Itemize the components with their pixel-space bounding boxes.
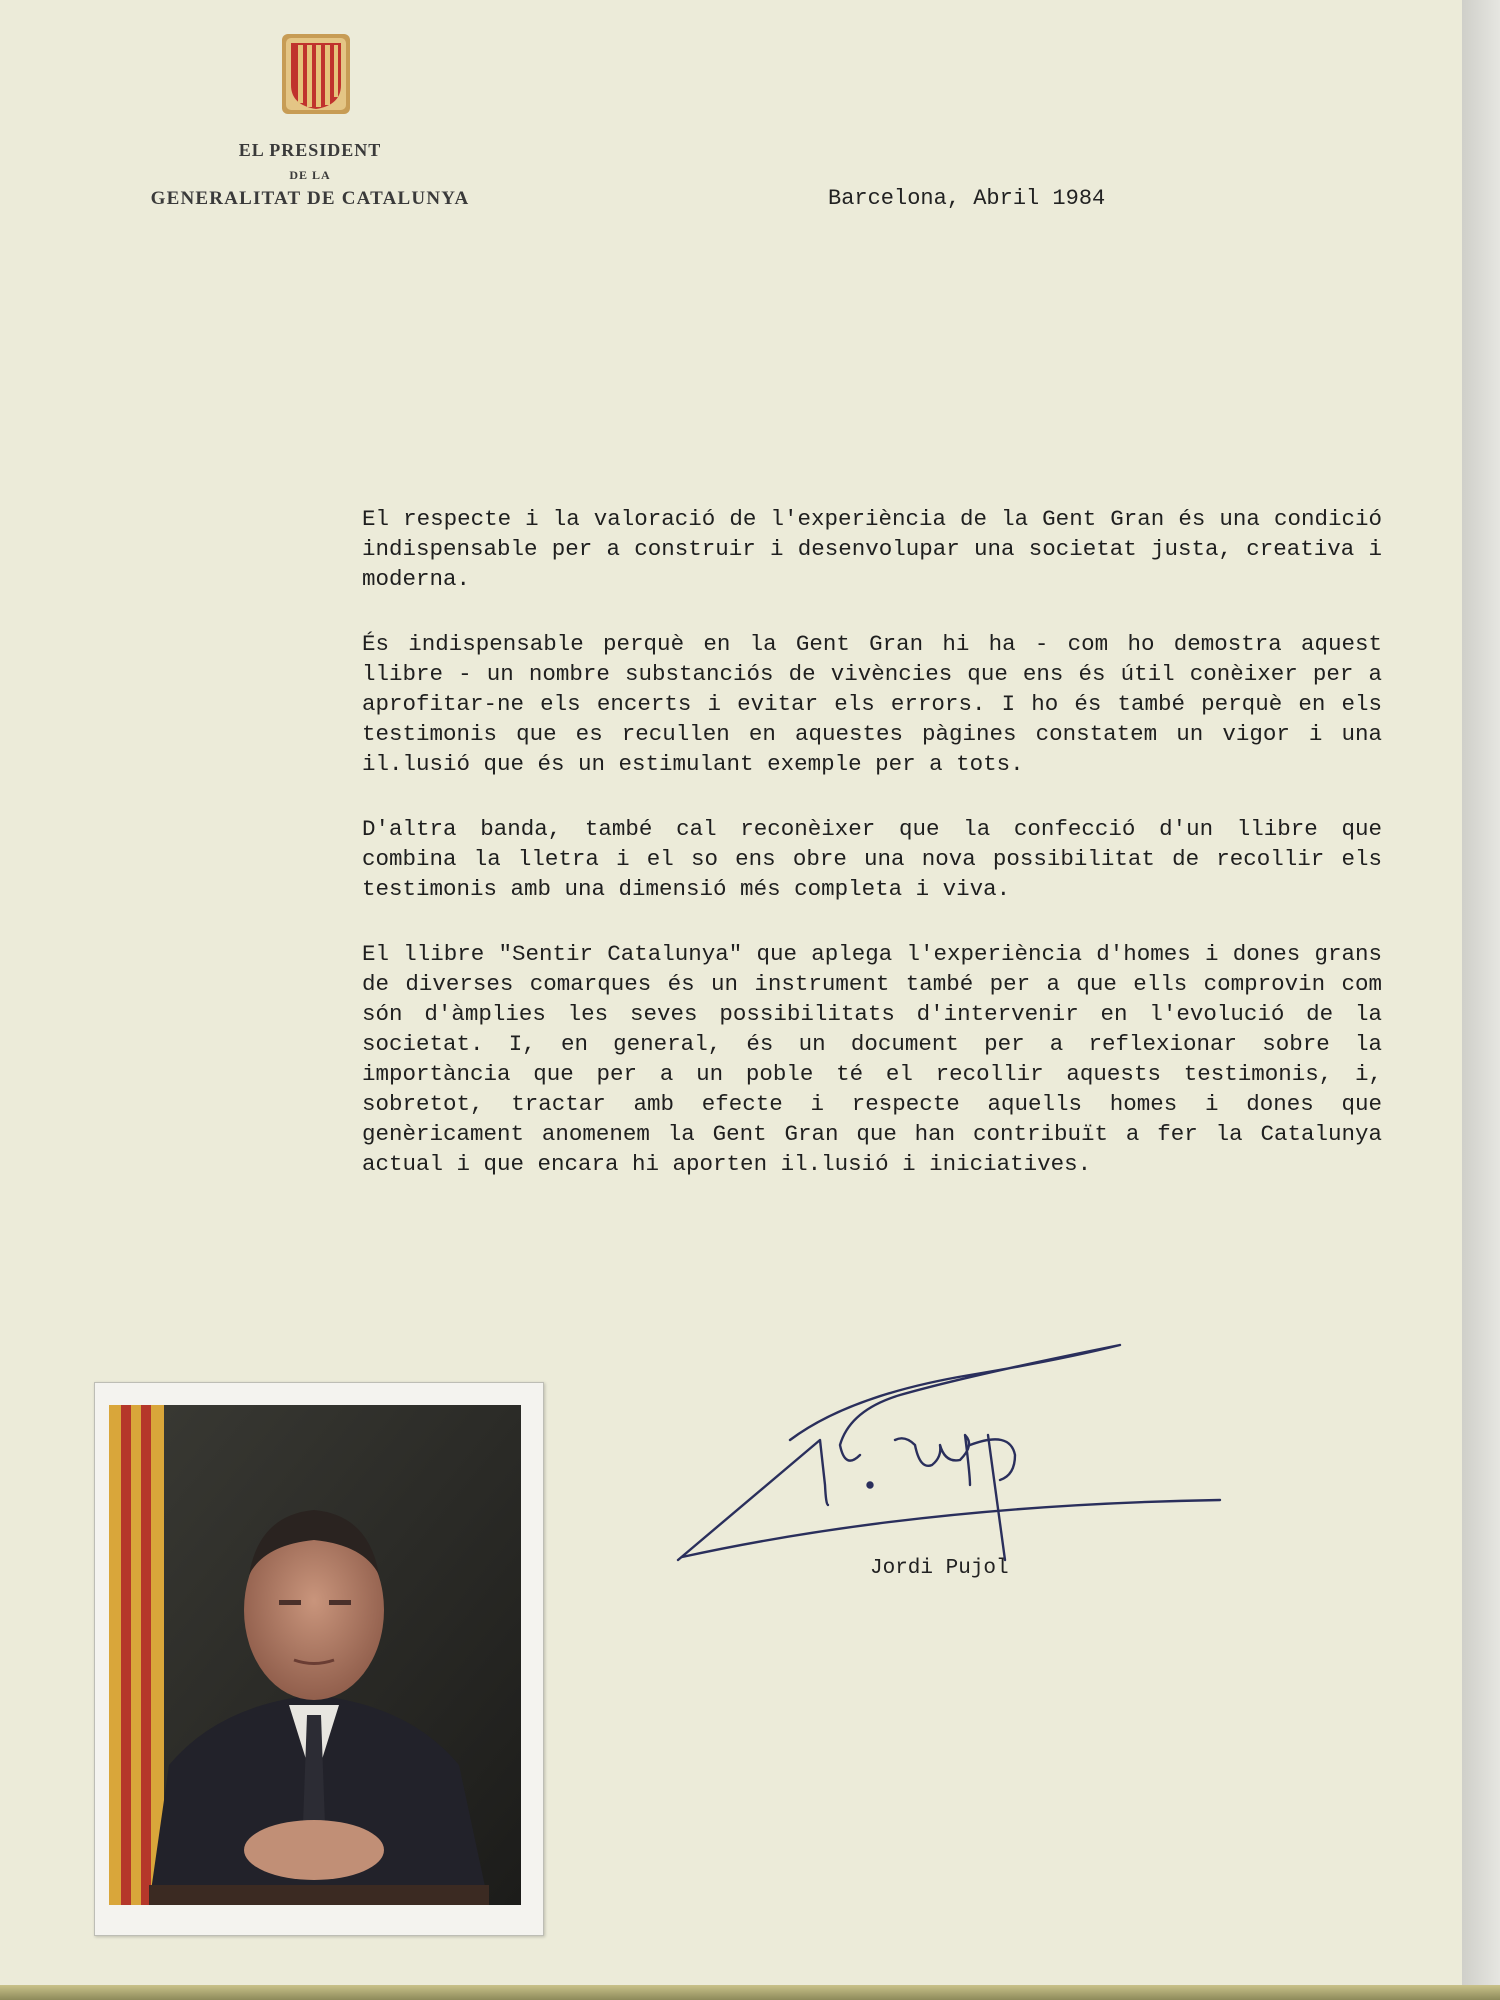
letterhead-line-1: EL PRESIDENT: [238, 140, 382, 160]
book-cover-edge: [0, 1985, 1500, 2000]
letter-date: Barcelona, Abril 1984: [828, 186, 1106, 211]
paragraph-3: D'altra banda, també cal reconèixer que la confecció d'un llibre que combina la lletra i el so ens obre una nova possibilitat de recollir els testimonis amb una dimensió més completa i viva.: [362, 816, 1382, 902]
paragraph-2: És indispensable perquè en la Gent Gran hi ha - com ho demostra aquest llibre - un nombre substanciós de vivències que ens és útil conèixer per a aprofitar-ne els encerts i evitar els errors. I ho és també perquè en els testimonis que es recullen en aquestes pàgines constatem un vigor i una il.lusió que és un estimulant exemple per a tots.: [362, 631, 1382, 777]
letter-body: [362, 504, 1382, 1179]
letterhead-line-2: DE LA: [289, 168, 331, 182]
portrait-frame: [94, 1382, 544, 1936]
signatory-name: Jordi Pujol: [870, 1557, 1009, 1580]
portrait-photo: [109, 1405, 521, 1905]
page-edge: [1462, 0, 1500, 2000]
letterhead-line-3: GENERALITAT DE CATALUNYA: [150, 188, 470, 209]
paragraph-1: El respecte i la valoració de l'experiència de la Gent Gran és una condició indispensable per a construir i desenvolupar una societat justa, creativa i moderna.: [362, 506, 1382, 592]
coat-of-arms-icon: [281, 33, 351, 115]
paragraph-4: El llibre "Sentir Catalunya" que aplega l'experiència d'homes i dones grans de diverses comarques és un instrument també per a que ells comprovin com són d'àmplies les seves possibilitats d'intervenir en l'evolució de la societat. I, en general, és un document per a reflexionar sobre la importància que per a un poble té el recollir aquests testimonis, i, sobretot, tractar amb efecte i respecte aquells homes i dones que genèricament anomenem la Gent Gran que han contribuït a fer la Catalunya actual i que encara hi aporten il.lusió i iniciatives.: [362, 941, 1382, 1177]
portrait-image: [109, 1405, 521, 1905]
signature-image: [670, 1335, 1240, 1575]
letterhead: [80, 136, 540, 212]
